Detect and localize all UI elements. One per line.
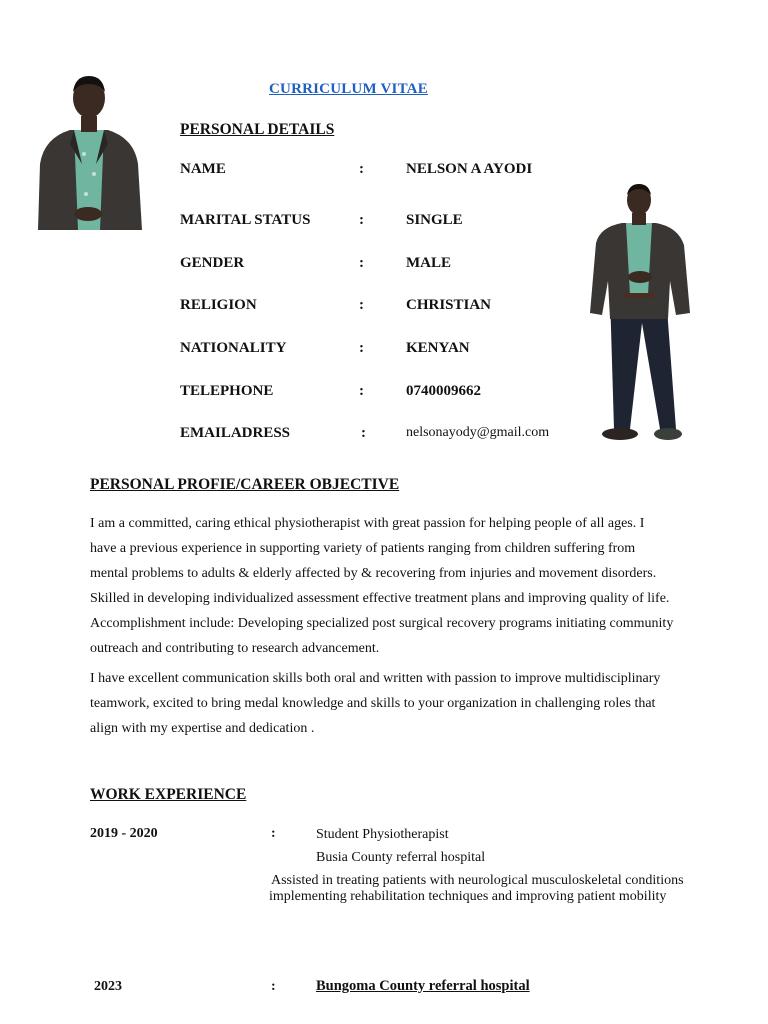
work-entry-place: Busia County referral hospital [316, 850, 486, 865]
work-entry-description-line: Assisted in treating patients with neurological musculoskeletal conditions [271, 873, 684, 888]
profile-p1-line: Skilled in developing individualized assessment effective treatment plans and improving quality of life. [90, 591, 670, 606]
telephone-colon: : [359, 383, 364, 399]
personal-details-heading: PERSONAL DETAILS [180, 121, 335, 138]
profile-heading: PERSONAL PROFIE/CAREER OBJECTIVE [90, 476, 400, 493]
religion-label: RELIGION [180, 297, 257, 313]
profile-p1-line: have a previous experience in supporting variety of patients ranging from children suffering from [90, 541, 636, 556]
work-entry-period: 2019 - 2020 [90, 826, 158, 841]
work-entry-place: Bungoma County referral hospital [316, 978, 530, 994]
name-label: NAME [180, 161, 226, 177]
profile-paragraph-2 [90, 666, 740, 741]
nationality-label: NATIONALITY [180, 340, 287, 356]
full-length-photo [580, 183, 698, 443]
portrait-photo [30, 74, 148, 230]
profile-p2-line: teamwork, excited to bring medal knowledge and skills to your organization in challenging roles that [90, 696, 656, 711]
work-entry-description [269, 873, 749, 905]
profile-p2-line: I have excellent communication skills both oral and written with passion to improve multidisciplinary [90, 671, 661, 686]
work-entry-colon: : [271, 979, 276, 994]
email-value[interactable]: nelsonayody@gmail.com [406, 425, 550, 440]
marital-status-label: MARITAL STATUS [180, 212, 311, 228]
portrait-photo-icon [30, 74, 148, 230]
profile-p1-line: I am a committed, caring ethical physiotherapist with great passion for helping people of all ages. I [90, 516, 645, 531]
nationality-colon: : [359, 340, 364, 356]
work-entry-description-line: implementing rehabilitation techniques and improving patient mobility [269, 889, 667, 904]
profile-p2-line: align with my expertise and dedication . [90, 721, 315, 736]
religion-colon: : [359, 297, 364, 313]
telephone-label: TELEPHONE [180, 383, 274, 399]
cv-title: CURRICULUM VITAE [269, 81, 428, 97]
gender-value: MALE [406, 255, 451, 271]
work-entry-period: 2023 [94, 979, 122, 994]
telephone-value: 0740009662 [406, 383, 481, 399]
name-colon: : [359, 161, 364, 177]
full-length-photo-icon [580, 183, 698, 443]
gender-label: GENDER [180, 255, 245, 271]
marital-status-value: SINGLE [406, 212, 463, 228]
email-colon: : [361, 425, 366, 441]
marital-status-colon: : [359, 212, 364, 228]
profile-p1-line: outreach and contributing to research advancement. [90, 641, 380, 656]
work-experience-heading: WORK EXPERIENCE [90, 786, 247, 803]
nationality-value: KENYAN [406, 340, 470, 356]
gender-colon: : [359, 255, 364, 271]
religion-value: CHRISTIAN [406, 297, 492, 313]
profile-paragraph-1 [90, 511, 740, 661]
email-label: EMAILADRESS [180, 425, 291, 441]
profile-p1-line: mental problems to adults & elderly affected by & recovering from injuries and movement disorders. [90, 566, 657, 581]
work-entry-colon: : [271, 826, 276, 841]
profile-p1-line: Accomplishment include: Developing specialized post surgical recovery programs initiating community [90, 616, 674, 631]
name-value: NELSON A AYODI [406, 161, 533, 177]
work-entry-role: Student Physiotherapist [316, 827, 449, 842]
